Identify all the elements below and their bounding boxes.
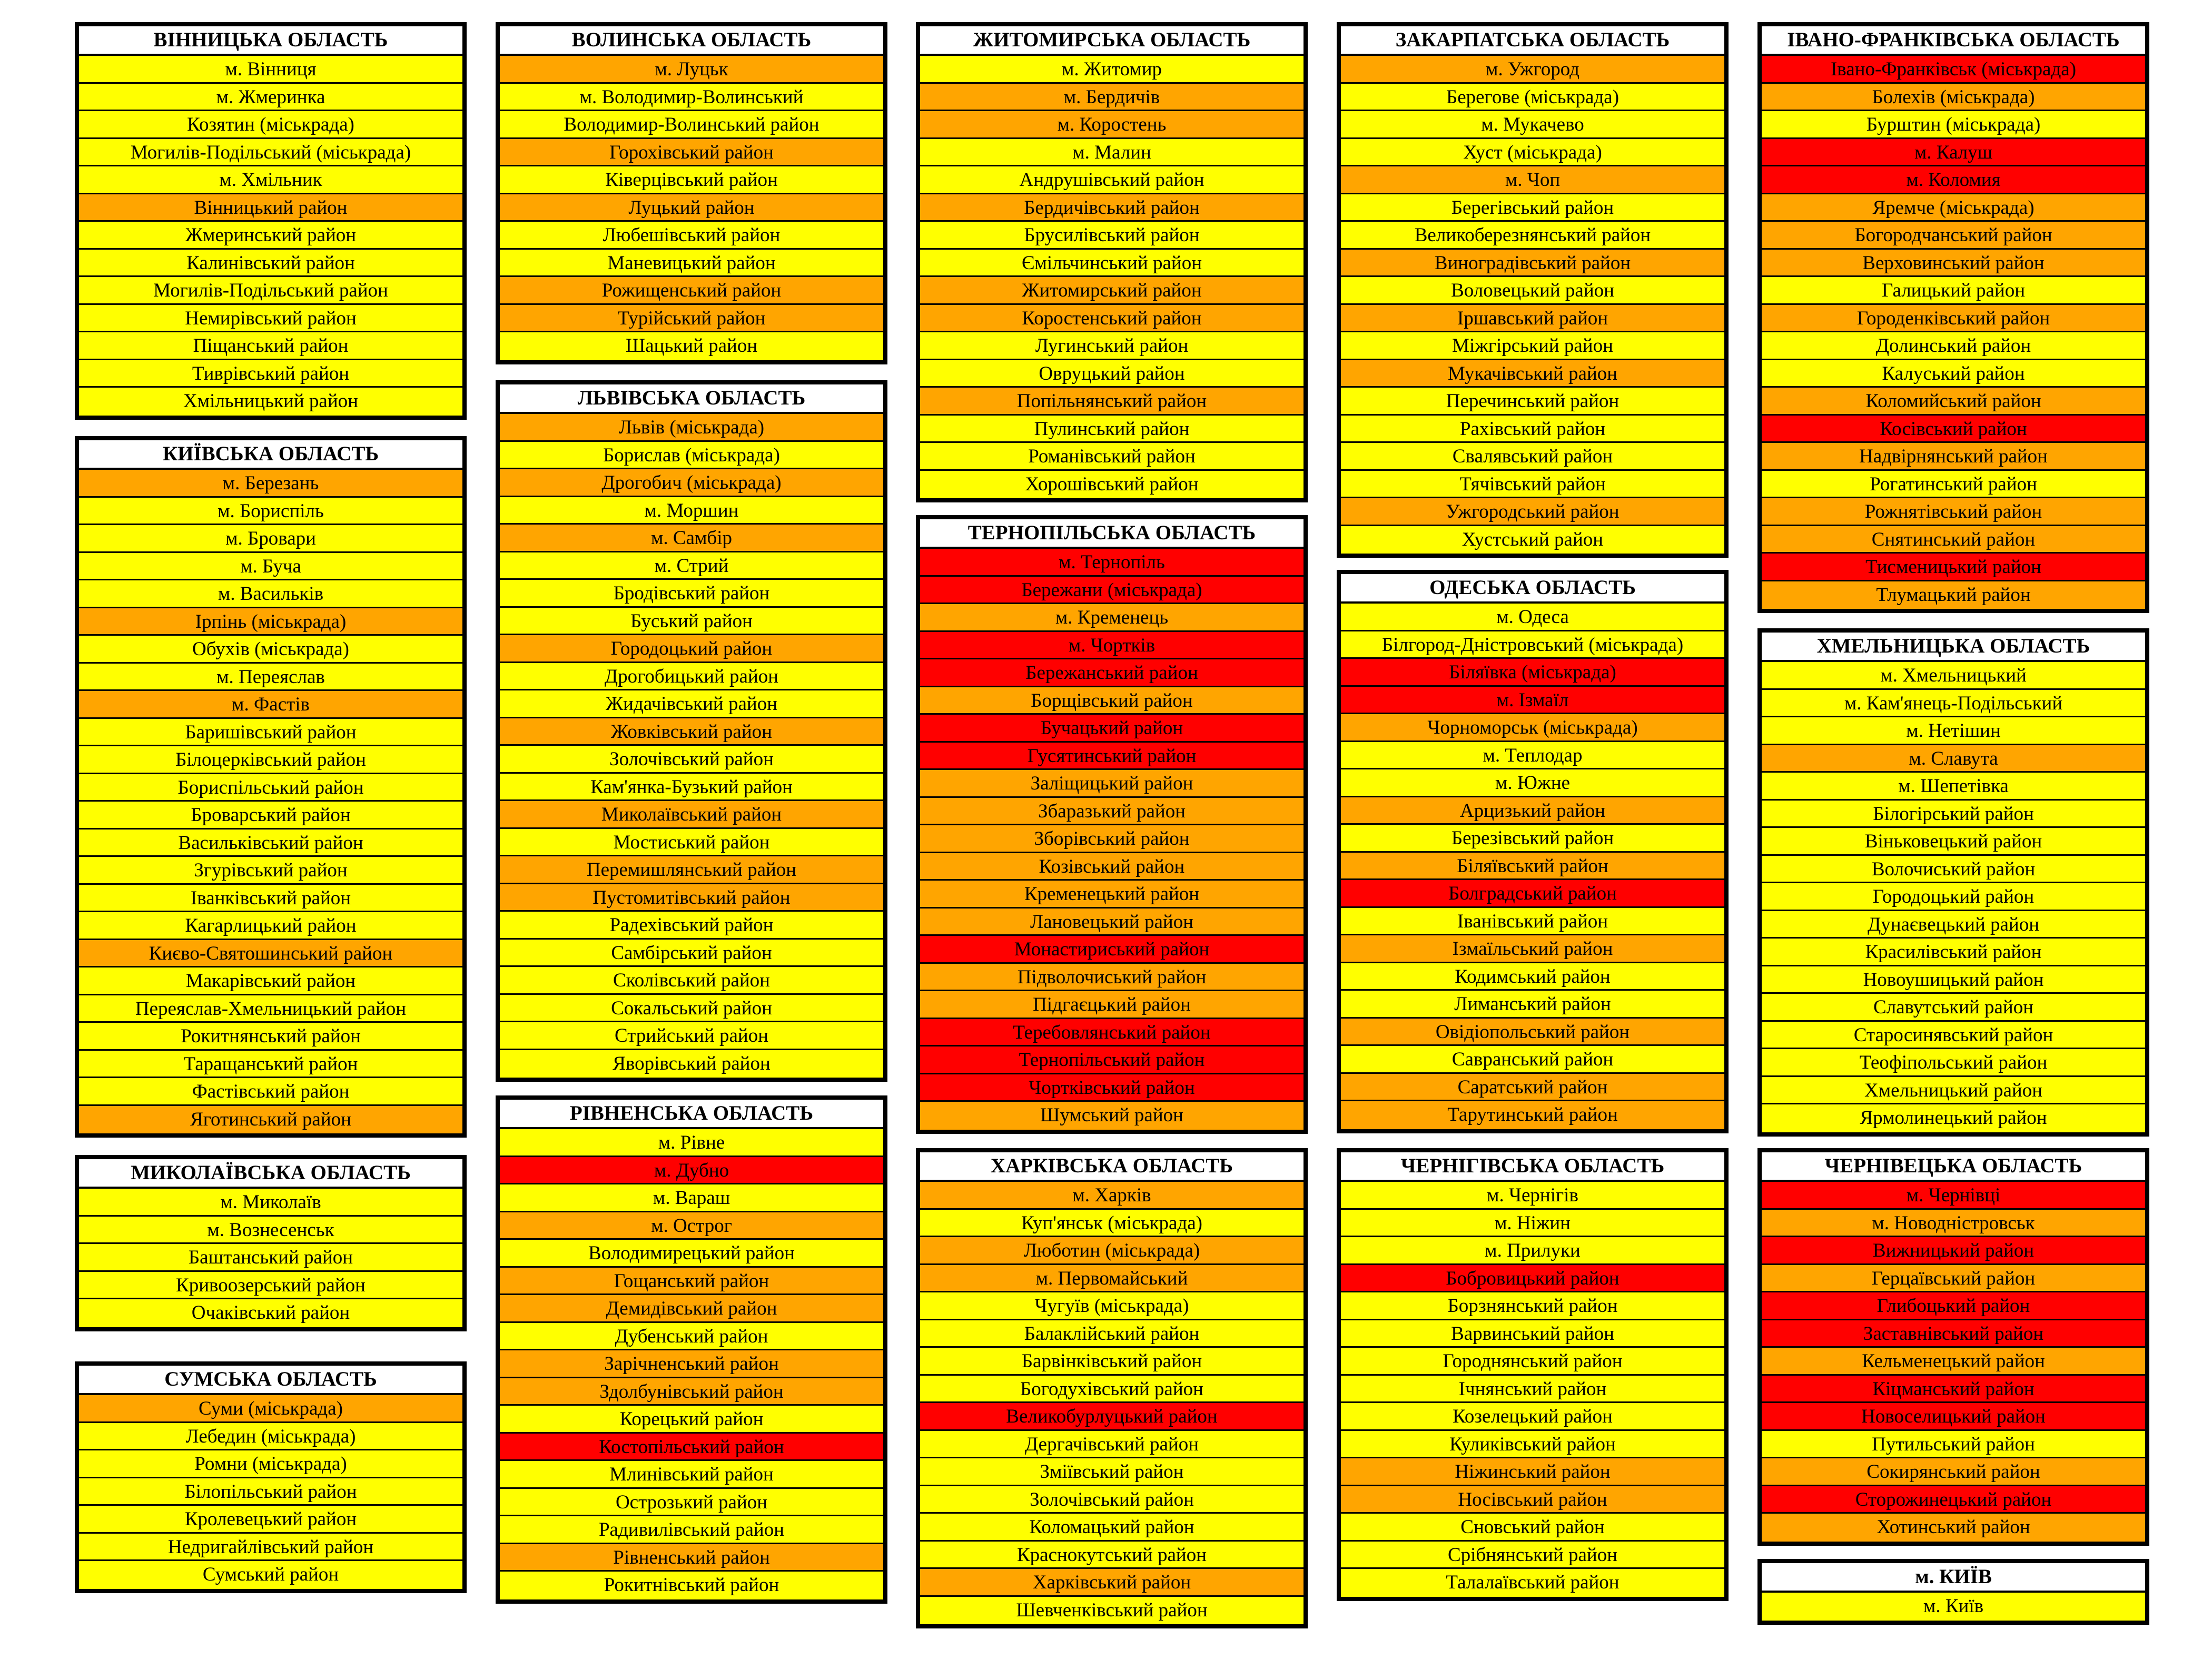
region-table (1757, 1559, 2149, 1625)
district-row: м. Переяслав (79, 664, 462, 692)
district-row: Овідіопольський район (1341, 1019, 1724, 1046)
district-row: м. Київ (1762, 1593, 2145, 1621)
district-row: Люботин (міськрада) (920, 1237, 1303, 1265)
district-row: Лугинський район (920, 332, 1303, 360)
district-row: Калуський район (1762, 360, 2145, 388)
region-title: КИЇВСЬКА ОБЛАСТЬ (79, 440, 462, 470)
district-row: Києво-Святошинський район (79, 940, 462, 968)
district-row: Сновський район (1341, 1514, 1724, 1542)
district-row: м. Хмельницький (1762, 662, 2145, 690)
district-row: Таращанський район (79, 1051, 462, 1079)
region-table (916, 22, 1308, 502)
region-table (1337, 22, 1729, 558)
district-row: Кременецький район (920, 881, 1303, 908)
district-row: м. Первомайський (920, 1265, 1303, 1293)
district-row: Гусятинський район (920, 743, 1303, 771)
district-row: Очаківський район (79, 1299, 462, 1327)
district-row: Могилів-Подільський район (79, 277, 462, 305)
district-row: Кіцманський район (1762, 1376, 2145, 1404)
district-row: Великобурлуцький район (920, 1403, 1303, 1431)
district-row: м. Славута (1762, 745, 2145, 773)
district-row: м. Ізмаїл (1341, 687, 1724, 715)
district-row: Долинський район (1762, 332, 2145, 360)
district-row: м. Вінниця (79, 56, 462, 84)
district-row: м. Миколаїв (79, 1189, 462, 1217)
district-row: м. Дубно (500, 1157, 883, 1185)
district-row: Корецький район (500, 1406, 883, 1434)
district-row: Тлумацький район (1762, 581, 2145, 609)
district-row: Тарутинський район (1341, 1101, 1724, 1129)
district-row: Старосинявський район (1762, 1022, 2145, 1050)
district-row: м. Южне (1341, 769, 1724, 797)
district-row: Мостиський район (500, 829, 883, 857)
district-row: Луцький район (500, 194, 883, 222)
district-row: м. Бердичів (920, 84, 1303, 112)
district-row: Яремче (міськрада) (1762, 194, 2145, 222)
district-row: Сколівський район (500, 967, 883, 995)
region-title: ЗАКАРПАТСЬКА ОБЛАСТЬ (1341, 26, 1724, 56)
district-row: Білопільський район (79, 1478, 462, 1506)
region-title: ТЕРНОПІЛЬСЬКА ОБЛАСТЬ (920, 519, 1303, 549)
district-row: м. Рівне (500, 1129, 883, 1157)
district-row: Піщанський район (79, 332, 462, 360)
district-row: Золочівський район (920, 1486, 1303, 1514)
district-row: Снятинський район (1762, 526, 2145, 554)
district-row: Радивилівський район (500, 1516, 883, 1544)
district-row: Острозький район (500, 1489, 883, 1517)
district-row: Ізмаїльський район (1341, 935, 1724, 963)
region-table (496, 380, 887, 1082)
district-row: Згурівський район (79, 857, 462, 885)
district-row: Рогатинський район (1762, 471, 2145, 499)
district-row: Лиманський район (1341, 991, 1724, 1019)
district-row: Дунаєвецький район (1762, 911, 2145, 939)
district-row: Біляївський район (1341, 853, 1724, 881)
district-row: м. Ужгород (1341, 56, 1724, 84)
district-row: Стрийський район (500, 1022, 883, 1050)
district-row: м. Стрий (500, 552, 883, 580)
district-row: Золочівський район (500, 746, 883, 774)
district-row: Саратський район (1341, 1074, 1724, 1102)
district-row: Зарічненський район (500, 1350, 883, 1378)
district-row: Володимир-Волинський район (500, 111, 883, 139)
district-row: Баришівський район (79, 719, 462, 747)
district-row: м. Нетішин (1762, 717, 2145, 745)
district-row: Бережани (міськрада) (920, 577, 1303, 605)
district-row: Теофіпольський район (1762, 1049, 2145, 1077)
district-row: Зборівський район (920, 825, 1303, 853)
district-row: Бережанський район (920, 659, 1303, 687)
district-row: Берегівський район (1341, 194, 1724, 222)
district-row: Берегове (міськрада) (1341, 84, 1724, 112)
district-row: Виноградівський район (1341, 250, 1724, 278)
district-row: Борзнянський район (1341, 1292, 1724, 1320)
district-row: Шумський район (920, 1102, 1303, 1130)
district-row: Пустомитівський район (500, 884, 883, 912)
district-row: Бучацький район (920, 715, 1303, 743)
district-row: Сторожинецький район (1762, 1486, 2145, 1514)
district-row: Тиврівський район (79, 360, 462, 388)
district-row: Підволочиський район (920, 964, 1303, 992)
district-row: Хотинський район (1762, 1514, 2145, 1542)
district-row: Недригайлівський район (79, 1534, 462, 1562)
district-row: Бердичівський район (920, 194, 1303, 222)
district-row: Балаклійський район (920, 1320, 1303, 1348)
district-row: Свалявський район (1341, 443, 1724, 471)
district-row: Шацький район (500, 332, 883, 360)
region-title: РІВНЕНСЬКА ОБЛАСТЬ (500, 1100, 883, 1129)
district-row: Носівський район (1341, 1486, 1724, 1514)
district-row: Бориспільський район (79, 774, 462, 802)
district-row: Турійський район (500, 305, 883, 333)
district-row: Коростенський район (920, 305, 1303, 333)
district-row: Житомирський район (920, 277, 1303, 305)
district-row: м. Бориспіль (79, 498, 462, 526)
district-row: Срібнянський район (1341, 1542, 1724, 1569)
district-row: м. Вознесенськ (79, 1217, 462, 1245)
district-row: Міжгірський район (1341, 332, 1724, 360)
district-row: Болехів (міськрада) (1762, 84, 2145, 112)
district-row: Вижницький район (1762, 1237, 2145, 1265)
district-row: Млинівський район (500, 1461, 883, 1489)
district-row: Івано-Франківськ (міськрада) (1762, 56, 2145, 84)
district-row: Чортківський район (920, 1074, 1303, 1102)
district-row: Жидачівський район (500, 690, 883, 718)
district-row: Краснокутський район (920, 1542, 1303, 1569)
district-row: Хмільницький район (79, 388, 462, 416)
district-row: Переяслав-Хмельницький район (79, 995, 462, 1023)
region-title: ХАРКІВСЬКА ОБЛАСТЬ (920, 1152, 1303, 1182)
district-row: Рокитнівський район (500, 1572, 883, 1599)
district-row: Чорноморськ (міськрада) (1341, 714, 1724, 742)
district-row: Надвірнянський район (1762, 443, 2145, 471)
district-row: Козятин (міськрада) (79, 111, 462, 139)
district-row: м. Чернігів (1341, 1182, 1724, 1210)
district-row: Маневицький район (500, 250, 883, 278)
district-row: Воловецький район (1341, 277, 1724, 305)
district-row: Козівський район (920, 853, 1303, 881)
district-row: Новоселицький район (1762, 1403, 2145, 1431)
region-table (1337, 1148, 1729, 1601)
district-row: Барвінківський район (920, 1348, 1303, 1376)
district-row: Дубенський район (500, 1323, 883, 1351)
district-row: Борщівський район (920, 687, 1303, 715)
district-row: Коломийський район (1762, 388, 2145, 416)
district-row: Кам'янка-Бузький район (500, 774, 883, 802)
district-row: Брусилівський район (920, 222, 1303, 250)
district-row: м. Малин (920, 139, 1303, 167)
district-row: Монастириський район (920, 936, 1303, 964)
district-row: Славутський район (1762, 994, 2145, 1022)
district-row: м. Мукачево (1341, 111, 1724, 139)
district-row: Рокитнянський район (79, 1023, 462, 1051)
district-row: Хуст (міськрада) (1341, 139, 1724, 167)
district-row: Пулинський район (920, 416, 1303, 443)
district-row: Талалаївський район (1341, 1569, 1724, 1597)
district-row: Дергачівський район (920, 1431, 1303, 1459)
district-row: Білогірський район (1762, 801, 2145, 828)
district-row: м. Прилуки (1341, 1237, 1724, 1265)
district-row: Верховинський район (1762, 250, 2145, 278)
district-row: м. Кременець (920, 604, 1303, 632)
district-row: Жмеринський район (79, 222, 462, 250)
district-row: Яворівський район (500, 1050, 883, 1078)
district-row: Кривоозерський район (79, 1272, 462, 1300)
district-row: Теребовлянський район (920, 1019, 1303, 1047)
district-row: м. Фастів (79, 691, 462, 719)
district-row: Іванівський район (1341, 908, 1724, 936)
district-row: Володимирецький район (500, 1240, 883, 1268)
district-row: Рахівський район (1341, 416, 1724, 443)
district-row: м. Моршин (500, 497, 883, 525)
district-row: Сумський район (79, 1561, 462, 1589)
district-row: Богодухівський район (920, 1376, 1303, 1404)
district-row: Овруцький район (920, 360, 1303, 388)
district-row: Суми (міськрада) (79, 1395, 462, 1423)
district-row: Горохівський район (500, 139, 883, 167)
district-row: Біляївка (міськрада) (1341, 659, 1724, 687)
district-row: Богородчанський район (1762, 222, 2145, 250)
district-row: м. Тернопіль (920, 549, 1303, 577)
district-row: м. Острог (500, 1212, 883, 1240)
district-row: Савранський район (1341, 1046, 1724, 1074)
district-row: Ромни (міськрада) (79, 1450, 462, 1478)
district-row: м. Калуш (1762, 139, 2145, 167)
district-row: Куликівський район (1341, 1431, 1724, 1459)
region-table (75, 1361, 467, 1593)
district-row: Ужгородський район (1341, 498, 1724, 526)
district-row: Миколаївський район (500, 801, 883, 829)
district-row: Костопільський район (500, 1434, 883, 1461)
district-row: Арцизький район (1341, 797, 1724, 825)
district-row: Жовківський район (500, 718, 883, 746)
district-row: Радехівський район (500, 912, 883, 940)
region-table (1757, 1148, 2149, 1546)
district-row: Кролевецький район (79, 1506, 462, 1534)
district-row: Збаразький район (920, 798, 1303, 826)
district-row: м. Чоп (1341, 166, 1724, 194)
district-row: Хмельницький район (1762, 1077, 2145, 1105)
district-row: Рожнятівський район (1762, 498, 2145, 526)
district-row: Демидівський район (500, 1295, 883, 1323)
district-row: Зміївський район (920, 1458, 1303, 1486)
district-row: Білгород-Дністровський (міськрада) (1341, 631, 1724, 659)
district-row: Заставнівський район (1762, 1320, 2145, 1348)
region-title: ОДЕСЬКА ОБЛАСТЬ (1341, 574, 1724, 604)
district-row: Городенківський район (1762, 305, 2145, 333)
district-row: Волочиський район (1762, 856, 2145, 884)
district-row: м. Кам'янець-Подільський (1762, 690, 2145, 718)
district-row: Буський район (500, 608, 883, 636)
district-row: Ємільчинський район (920, 250, 1303, 278)
district-row: м. Коростень (920, 111, 1303, 139)
district-row: Вінницький район (79, 194, 462, 222)
district-row: м. Чернівці (1762, 1182, 2145, 1210)
district-row: м. Вараш (500, 1184, 883, 1212)
district-row: Варвинський район (1341, 1320, 1724, 1348)
district-row: Великоберезнянський район (1341, 222, 1724, 250)
region-table (1757, 628, 2149, 1137)
district-row: м. Шепетівка (1762, 773, 2145, 801)
district-row: Герцаївський район (1762, 1265, 2145, 1293)
region-table (75, 22, 467, 420)
district-row: Бродівський район (500, 580, 883, 608)
district-row: Лановецький район (920, 908, 1303, 936)
district-row: Віньковецький район (1762, 828, 2145, 856)
district-row: м. Володимир-Волинський (500, 84, 883, 112)
region-table (75, 1155, 467, 1331)
district-row: Хустський район (1341, 526, 1724, 554)
region-table (1337, 570, 1729, 1133)
district-row: Коломацький район (920, 1514, 1303, 1542)
district-row: м. Хмільник (79, 166, 462, 194)
region-title: ЛЬВІВСЬКА ОБЛАСТЬ (500, 384, 883, 414)
district-row: Борислав (міськрада) (500, 442, 883, 470)
district-row: Березівський район (1341, 825, 1724, 853)
district-row: м. Харків (920, 1182, 1303, 1210)
district-row: Кагарлицький район (79, 912, 462, 940)
district-row: м. Самбір (500, 525, 883, 552)
region-title: м. КИЇВ (1762, 1563, 2145, 1593)
district-row: Романівський район (920, 443, 1303, 471)
district-row: м. Бровари (79, 525, 462, 553)
district-row: Немирівський район (79, 305, 462, 333)
region-title: МИКОЛАЇВСЬКА ОБЛАСТЬ (79, 1159, 462, 1189)
region-table (916, 1148, 1308, 1628)
district-row: Дрогобич (міськрада) (500, 469, 883, 497)
district-row: Тячівський район (1341, 471, 1724, 499)
district-row: Глибоцький район (1762, 1292, 2145, 1320)
district-row: Перечинський район (1341, 388, 1724, 416)
district-row: Кельменецький район (1762, 1348, 2145, 1376)
district-row: Любешівський район (500, 222, 883, 250)
region-title: ІВАНО-ФРАНКІВСЬКА ОБЛАСТЬ (1762, 26, 2145, 56)
district-row: Куп'янськ (міськрада) (920, 1210, 1303, 1238)
district-row: Путильський район (1762, 1431, 2145, 1459)
region-table (75, 436, 467, 1138)
district-row: м. Васильків (79, 580, 462, 608)
region-table (916, 515, 1308, 1134)
region-table (1757, 22, 2149, 613)
district-row: Макарівський район (79, 967, 462, 995)
district-row: Ніжинський район (1341, 1458, 1724, 1486)
district-row: Обухів (міськрада) (79, 636, 462, 664)
district-row: Андрушівський район (920, 166, 1303, 194)
district-row: Здолбунівський район (500, 1378, 883, 1406)
district-row: Ківерцівський район (500, 166, 883, 194)
district-row: Баштанський район (79, 1244, 462, 1272)
district-row: Гощанський район (500, 1268, 883, 1296)
district-row: Тисменицький район (1762, 554, 2145, 581)
district-row: Лебедин (міськрада) (79, 1423, 462, 1451)
district-row: м. Новодністровськ (1762, 1210, 2145, 1238)
region-title: ЧЕРНІВЕЦЬКА ОБЛАСТЬ (1762, 1152, 2145, 1182)
district-row: Хорошівський район (920, 471, 1303, 499)
district-row: Могилів-Подільський (міськрада) (79, 139, 462, 167)
district-row: м. Березань (79, 470, 462, 498)
district-row: Красилівський район (1762, 939, 2145, 966)
district-row: Заліщицький район (920, 770, 1303, 798)
district-row: м. Чортків (920, 632, 1303, 660)
district-row: м. Житомир (920, 56, 1303, 84)
region-title: СУМСЬКА ОБЛАСТЬ (79, 1366, 462, 1395)
district-row: Ічнянський район (1341, 1376, 1724, 1404)
district-row: Попільнянський район (920, 388, 1303, 416)
district-row: Мукачівський район (1341, 360, 1724, 388)
district-row: Городнянський район (1341, 1348, 1724, 1376)
district-row: м. Жмеринка (79, 84, 462, 112)
district-row: Козелецький район (1341, 1403, 1724, 1431)
district-row: Новоушицький район (1762, 966, 2145, 994)
district-row: Галицький район (1762, 277, 2145, 305)
region-title: ЧЕРНІГІВСЬКА ОБЛАСТЬ (1341, 1152, 1724, 1182)
district-row: Самбірський район (500, 940, 883, 967)
district-row: Іванківський район (79, 885, 462, 913)
region-title: ВОЛИНСЬКА ОБЛАСТЬ (500, 26, 883, 56)
district-row: Львів (міськрада) (500, 414, 883, 442)
district-row: Рожищенський район (500, 277, 883, 305)
district-row: Тернопільський район (920, 1046, 1303, 1074)
district-row: Чугуїв (міськрада) (920, 1292, 1303, 1320)
district-row: Білоцерківський район (79, 746, 462, 774)
district-row: Перемишлянський район (500, 856, 883, 884)
district-row: Кодимський район (1341, 963, 1724, 991)
district-row: м. Одеса (1341, 604, 1724, 631)
district-row: м. Коломия (1762, 166, 2145, 194)
district-row: Косівський район (1762, 416, 2145, 443)
district-row: Рівненський район (500, 1544, 883, 1572)
district-row: Харківський район (920, 1569, 1303, 1597)
district-row: Дрогобицький район (500, 663, 883, 691)
region-table (496, 1095, 887, 1604)
region-table (496, 22, 887, 364)
district-row: м. Теплодар (1341, 742, 1724, 770)
district-row: Болградський район (1341, 880, 1724, 908)
district-row: Городоцький район (500, 635, 883, 663)
district-row: Броварський район (79, 802, 462, 829)
district-row: Бобровицький район (1341, 1265, 1724, 1293)
district-row: м. Буча (79, 553, 462, 581)
district-row: Сокирянський район (1762, 1458, 2145, 1486)
district-row: Підгаєцький район (920, 991, 1303, 1019)
district-row: Бурштин (міськрада) (1762, 111, 2145, 139)
district-row: м. Ніжин (1341, 1210, 1724, 1238)
district-row: Ярмолинецький район (1762, 1104, 2145, 1132)
district-row: Фастівський район (79, 1078, 462, 1106)
district-row: Яготинський район (79, 1106, 462, 1134)
region-title: ХМЕЛЬНИЦЬКА ОБЛАСТЬ (1762, 633, 2145, 662)
region-title: ВІННИЦЬКА ОБЛАСТЬ (79, 26, 462, 56)
district-row: Калинівський район (79, 250, 462, 278)
district-row: Городоцький район (1762, 883, 2145, 911)
district-row: Шевченківський район (920, 1597, 1303, 1625)
district-row: Сокальський район (500, 995, 883, 1023)
district-row: м. Луцьк (500, 56, 883, 84)
district-row: Ірпінь (міськрада) (79, 608, 462, 636)
district-row: Васильківський район (79, 829, 462, 857)
region-title: ЖИТОМИРСЬКА ОБЛАСТЬ (920, 26, 1303, 56)
district-row: Іршавський район (1341, 305, 1724, 333)
